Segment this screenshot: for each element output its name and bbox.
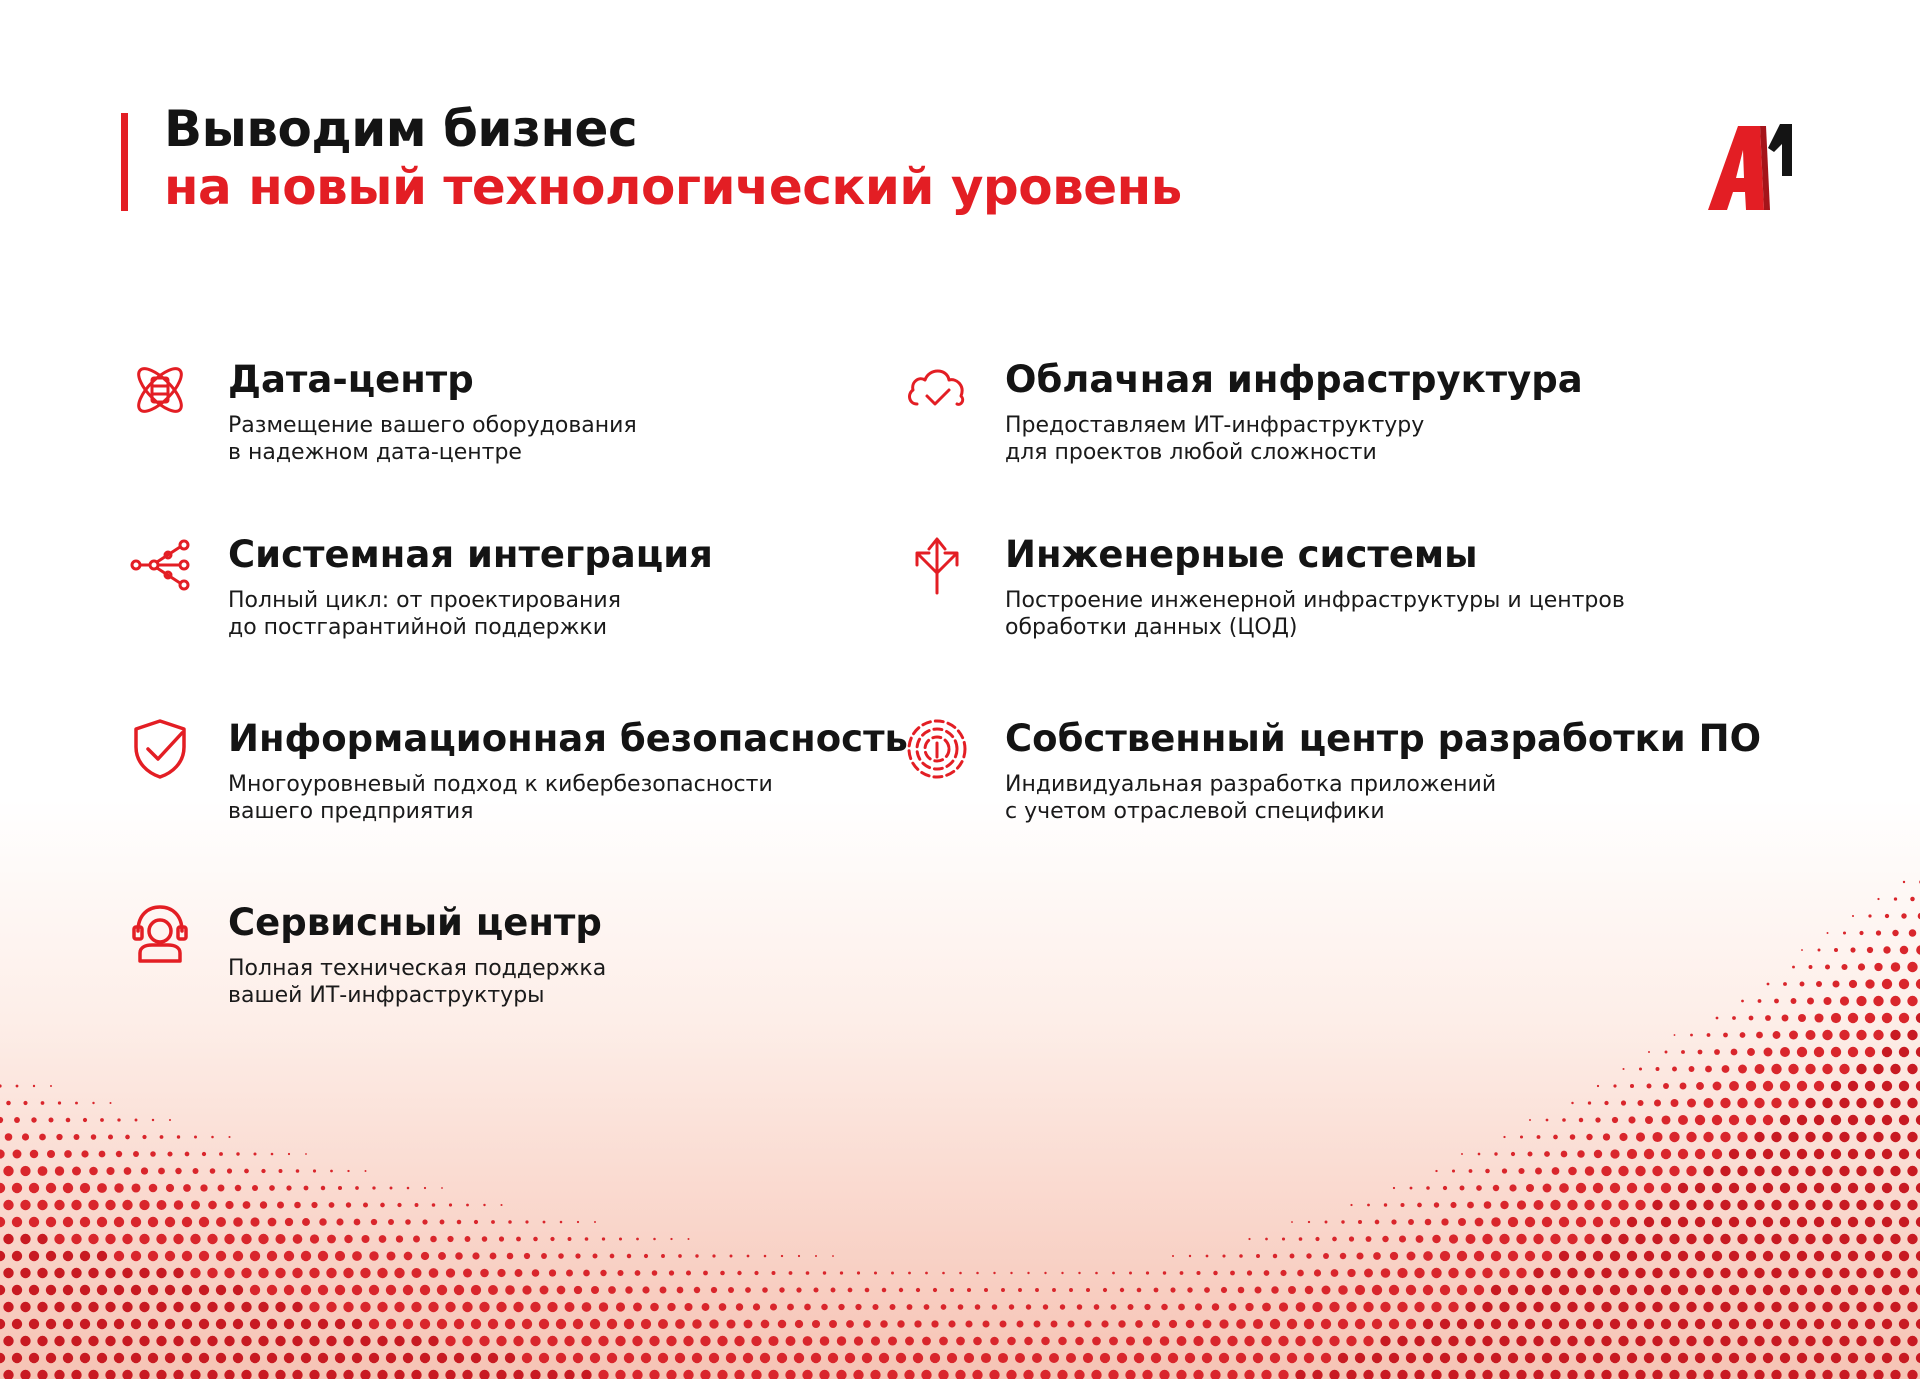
network-nodes-icon [128, 533, 192, 597]
service-title: Инженерные системы [1005, 533, 1478, 576]
cloud-check-icon [905, 358, 969, 422]
service-title: Собственный центр разработки ПО [1005, 717, 1762, 760]
service-title: Сервисный центр [228, 901, 602, 944]
service-integration [128, 533, 888, 643]
service-description: Индивидуальная разработка приложений с учетом отраслевой специфики [1005, 772, 1497, 824]
service-description: Полный цикл: от проектирования до постгарантийной поддержки [228, 588, 621, 640]
service-engineering [905, 533, 1665, 643]
title-accent-bar [121, 113, 128, 211]
service-title: Системная интеграция [228, 533, 713, 576]
title-line-1: Выводим бизнес [164, 100, 638, 158]
split-arrows-icon [905, 533, 969, 597]
shield-check-icon [128, 717, 192, 781]
service-title: Информационная безопасность [228, 717, 908, 760]
service-title: Дата-центр [228, 358, 474, 401]
service-development [905, 717, 1762, 827]
a1-logo [1704, 120, 1800, 216]
service-description: Полная техническая поддержка вашей ИТ-инфраструктуры [228, 956, 607, 1008]
service-description: Размещение вашего оборудования в надежном дата-центре [228, 413, 637, 465]
service-cloud [905, 358, 1665, 468]
service-service-center [128, 901, 888, 1011]
data-center-icon [128, 358, 192, 422]
title-line-2: на новый технологический уровень [164, 158, 1182, 216]
service-description: Многоуровневый подход к кибербезопасности вашего предприятия [228, 772, 773, 824]
page-title [164, 100, 1182, 216]
service-security [128, 717, 908, 827]
service-title: Облачная инфраструктура [1005, 358, 1583, 401]
support-agent-icon [128, 901, 192, 965]
service-description: Предоставляем ИТ-инфраструктуру для проектов любой сложности [1005, 413, 1425, 465]
service-description: Построение инженерной инфраструктуры и центров обработки данных (ЦОД) [1005, 588, 1625, 640]
service-data-center [128, 358, 888, 468]
fingerprint-icon [905, 717, 969, 781]
